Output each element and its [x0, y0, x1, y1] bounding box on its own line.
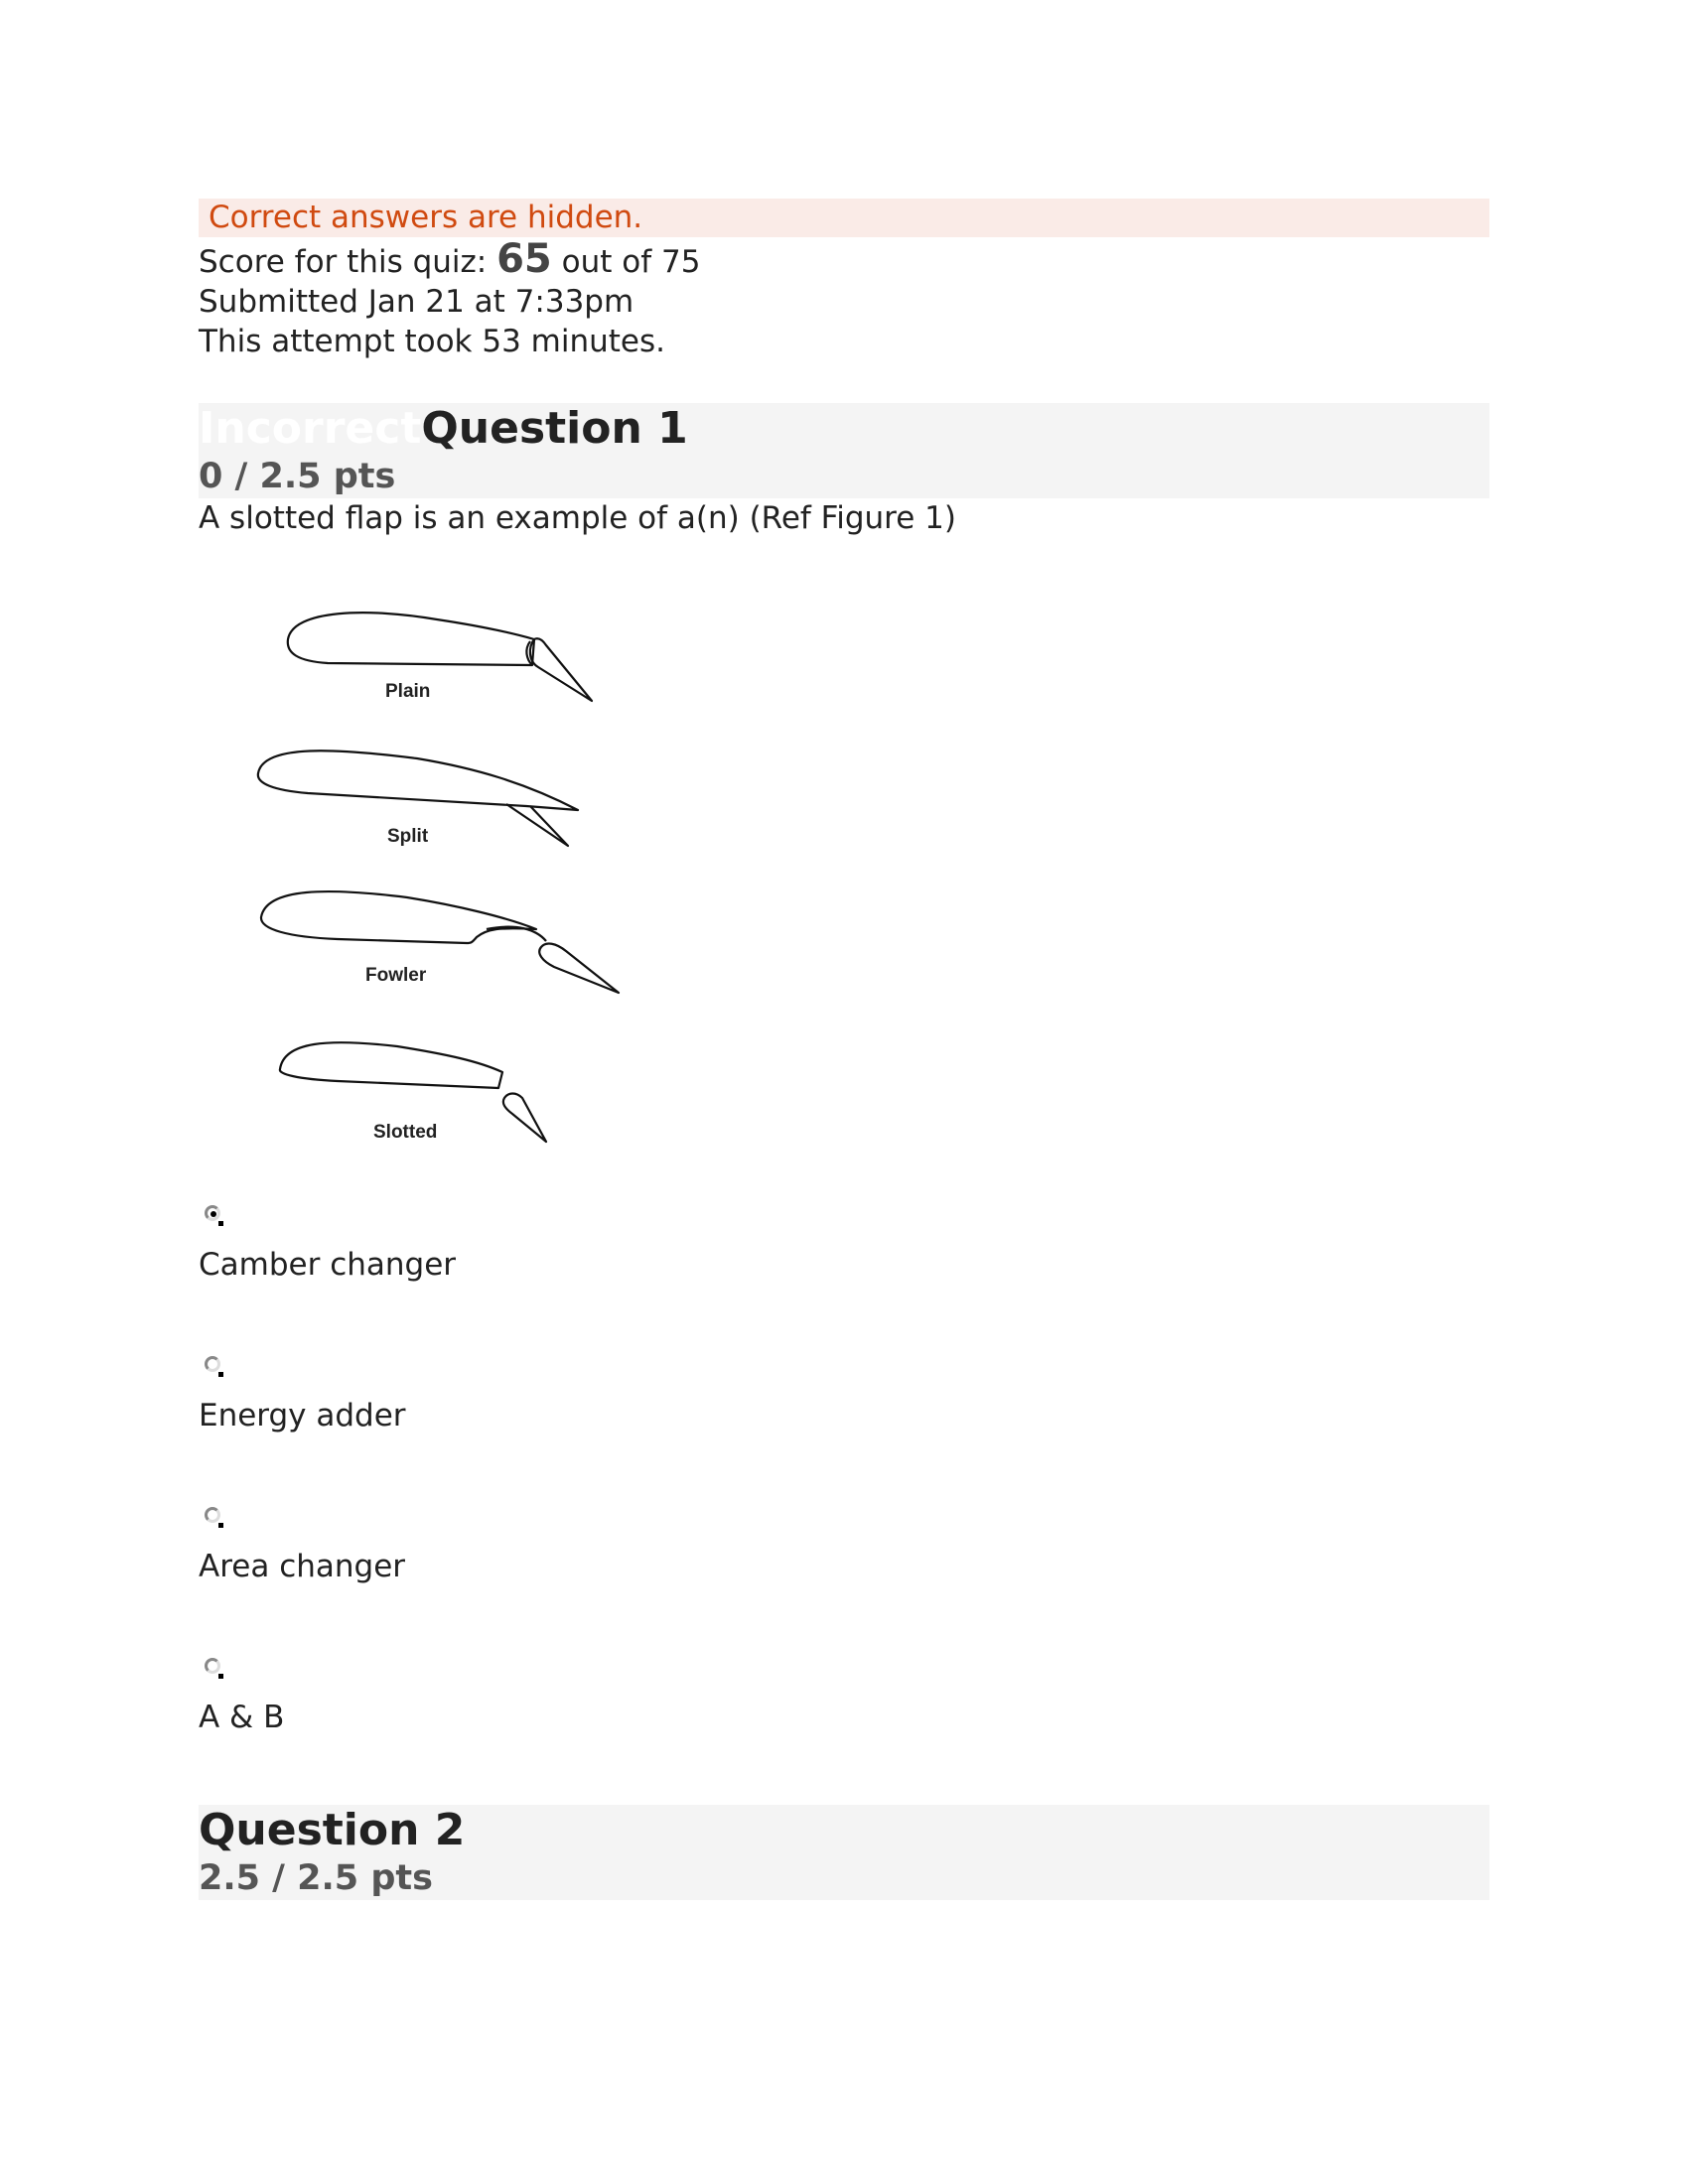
answer-option[interactable] [199, 1354, 1489, 1505]
radio-unselected-icon[interactable] [205, 1507, 220, 1523]
submitted-time: Submitted Jan 21 at 7:33pm [199, 284, 634, 320]
score-prefix: Score for this quiz: [199, 244, 497, 280]
radio-unselected-icon[interactable] [205, 1356, 220, 1372]
answer-label: Area changer [199, 1549, 406, 1584]
flap-types-figure [218, 580, 635, 1175]
radio-unselected-icon[interactable] [205, 1658, 220, 1674]
question-title-text: Question 1 [421, 403, 688, 454]
svg-text:Plain: Plain [385, 681, 431, 702]
answer-label: A & B [199, 1700, 285, 1735]
score-line [199, 236, 1489, 282]
attempt-duration: This attempt took 53 minutes. [199, 324, 665, 359]
svg-text:Split: Split [387, 826, 429, 847]
question-1-header [199, 403, 1489, 498]
plain-flap-diagram [288, 613, 592, 701]
answer-label: Camber changer [199, 1247, 457, 1283]
question-1-points: 0 / 2.5 pts [199, 457, 396, 496]
question-2-title: Question 2 [199, 1805, 466, 1855]
answer-option[interactable] [199, 1505, 1489, 1656]
radio-selected-icon[interactable] [205, 1205, 220, 1221]
correct-answers-hidden-banner: Correct answers are hidden. [199, 199, 1489, 237]
radio-decoration [218, 1523, 223, 1528]
radio-decoration [218, 1221, 223, 1226]
incorrect-flag: Incorrect [199, 403, 422, 454]
question-1-title [199, 403, 1489, 455]
svg-text:Slotted: Slotted [373, 1122, 438, 1143]
fowler-flap-diagram [261, 891, 619, 993]
answer-option[interactable] [199, 1203, 1489, 1354]
answer-label: Energy adder [199, 1398, 406, 1433]
answer-option[interactable] [199, 1656, 1489, 1765]
quiz-results-page [199, 199, 1489, 1900]
radio-decoration [218, 1372, 223, 1377]
score-value: 65 [496, 236, 552, 282]
question-2-header [199, 1805, 1489, 1900]
radio-decoration [218, 1674, 223, 1679]
svg-text:Fowler: Fowler [365, 965, 427, 986]
score-suffix: out of 75 [551, 244, 701, 280]
question-2-points: 2.5 / 2.5 pts [199, 1858, 433, 1898]
question-1-text: A slotted flap is an example of a(n) (Ref Figure 1) [199, 500, 956, 536]
answer-list [199, 1203, 1489, 1765]
